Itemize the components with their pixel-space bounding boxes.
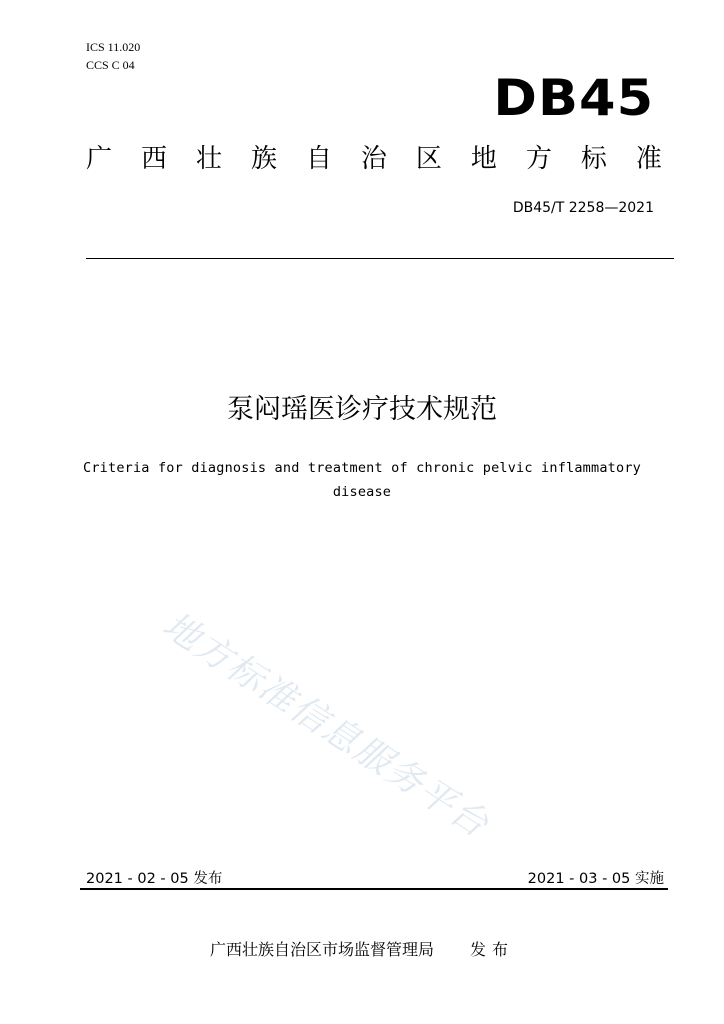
publisher-line bbox=[0, 938, 724, 962]
chinese-title: 泵闷瑶医诊疗技术规范 bbox=[227, 394, 497, 425]
standard-type-char: 广 bbox=[86, 144, 113, 174]
issue-label: 发布 bbox=[470, 940, 515, 959]
ics-code: ICS 11.020 bbox=[86, 40, 141, 54]
issuing-authority: 广西壮族自治区市场监督管理局 bbox=[209, 940, 434, 959]
english-title bbox=[62, 456, 662, 504]
standard-type-char: 准 bbox=[635, 144, 662, 174]
standard-number: DB45/T 2258—2021 bbox=[512, 200, 654, 216]
issue-date: 2021 - 02 - 05 发布 bbox=[86, 871, 223, 887]
standard-type-char: 壮 bbox=[195, 144, 222, 174]
watermark: 地方标准信息服务平台 bbox=[155, 604, 497, 847]
standard-type-char: 区 bbox=[415, 144, 442, 174]
english-title-line: disease bbox=[332, 484, 392, 500]
standard-type-char: 族 bbox=[250, 144, 277, 174]
header-divider bbox=[86, 258, 674, 259]
standard-type-char: 标 bbox=[580, 144, 607, 174]
standard-type-char: 方 bbox=[525, 144, 552, 174]
footer-divider bbox=[80, 888, 668, 890]
english-title-line: Criteria for diagnosis and treatment of chronic pelvic inflammatory bbox=[83, 460, 641, 476]
implementation-date: 2021 - 03 - 05 实施 bbox=[527, 871, 664, 887]
classification-codes bbox=[86, 38, 140, 74]
standard-type-char: 自 bbox=[305, 144, 332, 174]
date-row bbox=[86, 868, 664, 890]
ccs-code: CCS C 04 bbox=[86, 58, 135, 72]
standard-type-char: 地 bbox=[470, 144, 497, 174]
db45-logo: DB45 bbox=[493, 69, 654, 127]
standard-type-heading bbox=[86, 141, 662, 177]
standard-type-char: 治 bbox=[360, 144, 387, 174]
standard-type-char: 西 bbox=[140, 144, 167, 174]
